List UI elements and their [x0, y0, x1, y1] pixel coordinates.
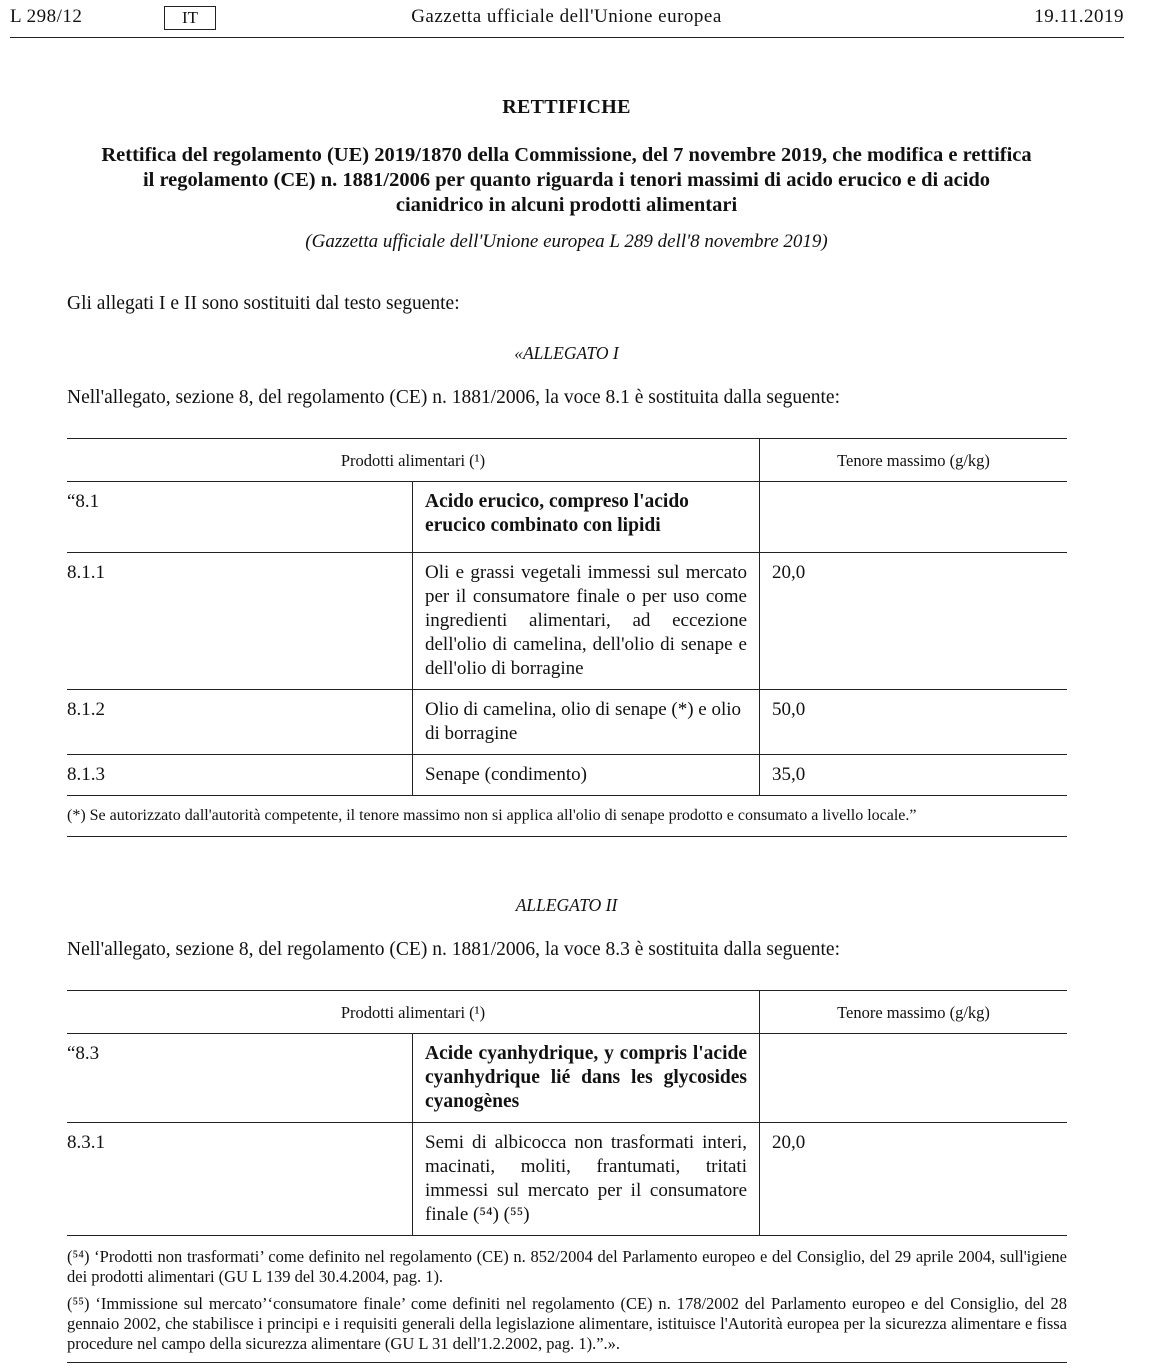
- header-rule: [10, 37, 1124, 38]
- journal-title: Gazzetta ufficiale dell'Unione europea: [411, 6, 722, 27]
- table-row: [67, 1123, 1067, 1236]
- annex-1-table: [67, 438, 1067, 837]
- bottom-rule: [67, 1362, 1067, 1363]
- row-value: 50,0: [760, 690, 1068, 755]
- table-row: [67, 690, 1067, 755]
- footnote-55: (⁵⁵) ‘Immissione sul mercato’‘consumatore finale’ come definiti nel regolamento (CE) n. 178/2002 del Parlamento europeo e del Consiglio, del 28 gennaio 2002, che stabilisce i principi e i requisiti generali della legislazione alimentare, istituisce l'Autorità europea per la sicurezza alimentare e fissa procedure nel campo della sicurezza alimentare (GU L 31 dell'1.2.2002, pag. 1).”.».: [67, 1294, 1067, 1353]
- row-value: 20,0: [760, 553, 1068, 690]
- table-row: [67, 553, 1067, 690]
- issue-date: 19.11.2019: [1034, 6, 1124, 27]
- row-description: Acide cyanhydrique, y compris l'acide cyanhydrique lié dans les glycosides cyanogènes: [413, 1034, 760, 1123]
- document-title: Rettifica del regolamento (UE) 2019/1870 della Commissione, del 7 novembre 2019, che modifica e rettifica il regolamento (CE) n. 1881/2006 per quanto riguarda i tenori massimi di acido erucico e di acido cianidrico in alcuni prodotti alimentari: [101, 144, 1032, 216]
- col-max-header: Tenore massimo (g/kg): [760, 991, 1068, 1034]
- table-row: [67, 1034, 1067, 1123]
- row-code: “8.1: [67, 482, 413, 553]
- annex-1-heading: «ALLEGATO I: [514, 343, 619, 363]
- row-code: “8.3: [67, 1034, 413, 1123]
- table-row: [67, 755, 1067, 796]
- row-description: Acido erucico, compreso l'acido erucico combinato con lipidi: [413, 482, 760, 553]
- table-header-row: [67, 991, 1067, 1034]
- row-description: Semi di albicocca non trasformati interi, macinati, moliti, frantumati, tritati immessi sul mercato per il consumatore finale (⁵⁴) (⁵⁵): [413, 1123, 760, 1236]
- row-value: 35,0: [760, 755, 1068, 796]
- row-code: 8.1.2: [67, 690, 413, 755]
- row-description: Senape (condimento): [413, 755, 760, 796]
- annex-2-text: Nell'allegato, sezione 8, del regolamento (CE) n. 1881/2006, la voce 8.3 è sostituita dalla seguente:: [67, 939, 841, 960]
- row-description: Olio di camelina, olio di senape (*) e olio di borragine: [413, 690, 760, 755]
- section-heading: RETTIFICHE: [502, 96, 631, 118]
- language-code-box: IT: [164, 6, 216, 30]
- table-footnote-row: [67, 796, 1067, 837]
- footnote-54: (⁵⁴) ‘Prodotti non trasformati’ come definito nel regolamento (CE) n. 852/2004 del Parlamento europeo e del Consiglio, del 29 aprile 2004, sull'igiene dei prodotti alimentari (GU L 139 del 30.4.2004, pag. 1).: [67, 1247, 1067, 1286]
- row-value: [760, 1034, 1068, 1123]
- col-max-header: Tenore massimo (g/kg): [760, 439, 1068, 482]
- row-value: [760, 482, 1068, 553]
- annex-2-heading: ALLEGATO II: [515, 895, 618, 915]
- annex-1-text: Nell'allegato, sezione 8, del regolamento (CE) n. 1881/2006, la voce 8.1 è sostituita dalla seguente:: [67, 387, 841, 408]
- row-code: 8.3.1: [67, 1123, 413, 1236]
- table-footnote: (*) Se autorizzato dall'autorità competente, il tenore massimo non si applica all'olio di senape prodotto e consumato a livello locale.”: [67, 796, 1067, 837]
- table-header-row: [67, 439, 1067, 482]
- row-code: 8.1.3: [67, 755, 413, 796]
- row-description: Oli e grassi vegetali immessi sul mercato per il consumatore finale o per uso come ingredienti alimentari, ad eccezione dell'olio di camelina, dell'olio di senape e dell'olio di borragine: [413, 553, 760, 690]
- journal-reference: (Gazzetta ufficiale dell'Unione europea L 289 dell'8 novembre 2019): [305, 231, 828, 252]
- intro-text: Gli allegati I e II sono sostituiti dal testo seguente:: [67, 293, 460, 314]
- row-code: 8.1.1: [67, 553, 413, 690]
- table-row: [67, 482, 1067, 553]
- issue-number: L 298/12: [10, 6, 83, 27]
- annex-2-table: [67, 990, 1067, 1236]
- col-products-header: Prodotti alimentari (¹): [67, 991, 760, 1034]
- col-products-header: Prodotti alimentari (¹): [67, 439, 760, 482]
- row-value: 20,0: [760, 1123, 1068, 1236]
